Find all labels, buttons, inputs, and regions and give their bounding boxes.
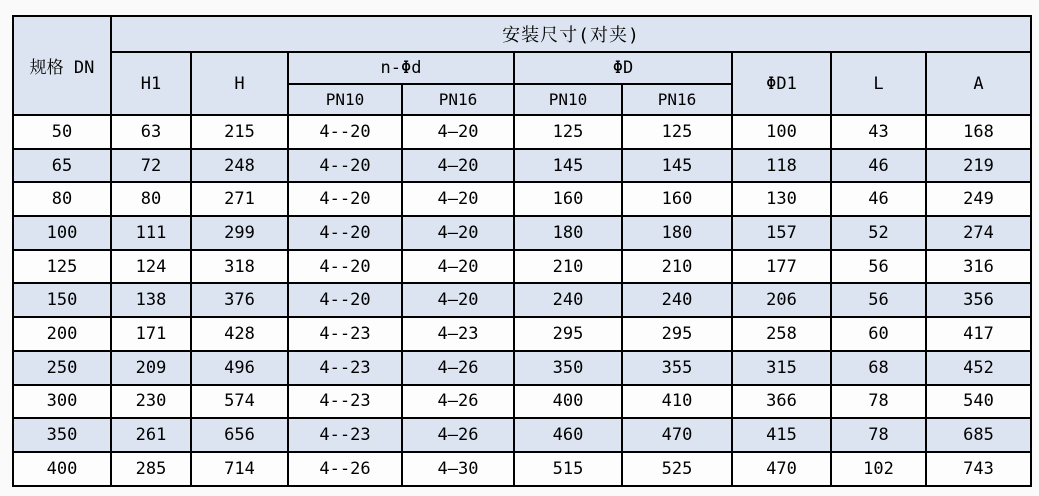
table-row-dn125 bbox=[13, 250, 1031, 284]
data-cell: 315 bbox=[732, 351, 831, 385]
data-cell: 145 bbox=[622, 149, 732, 183]
data-cell: 366 bbox=[732, 385, 831, 419]
data-cell: 4--20 bbox=[288, 115, 402, 149]
data-cell: 111 bbox=[111, 216, 191, 250]
data-cell: 295 bbox=[622, 317, 732, 351]
col-header-n-phi-d: n-Φd bbox=[288, 52, 514, 84]
data-cell: 209 bbox=[111, 351, 191, 385]
data-cell: 56 bbox=[831, 283, 926, 317]
data-cell: 100 bbox=[732, 115, 831, 149]
data-cell: 46 bbox=[831, 149, 926, 183]
data-cell: 56 bbox=[831, 250, 926, 284]
table-row-dn50 bbox=[13, 115, 1031, 149]
data-cell: 130 bbox=[732, 182, 831, 216]
corner-header-dn: 规格 DN bbox=[13, 16, 111, 115]
dn-cell: 400 bbox=[13, 452, 111, 486]
data-cell: 4—23 bbox=[402, 317, 514, 351]
data-cell: 4--20 bbox=[288, 283, 402, 317]
table-row-dn400 bbox=[13, 452, 1031, 486]
data-cell: 574 bbox=[191, 385, 288, 419]
data-cell: 171 bbox=[111, 317, 191, 351]
data-cell: 299 bbox=[191, 216, 288, 250]
dn-cell: 300 bbox=[13, 385, 111, 419]
data-cell: 4—30 bbox=[402, 452, 514, 486]
data-cell: 240 bbox=[514, 283, 622, 317]
header-row-main bbox=[13, 52, 1031, 84]
data-cell: 160 bbox=[622, 182, 732, 216]
data-cell: 219 bbox=[926, 149, 1031, 183]
data-cell: 80 bbox=[111, 182, 191, 216]
data-cell: 249 bbox=[926, 182, 1031, 216]
data-cell: 4—20 bbox=[402, 149, 514, 183]
data-cell: 515 bbox=[514, 452, 622, 486]
data-cell: 138 bbox=[111, 283, 191, 317]
data-cell: 102 bbox=[831, 452, 926, 486]
dn-cell: 200 bbox=[13, 317, 111, 351]
data-cell: 685 bbox=[926, 418, 1031, 452]
data-cell: 496 bbox=[191, 351, 288, 385]
table-row-dn150 bbox=[13, 283, 1031, 317]
data-cell: 125 bbox=[622, 115, 732, 149]
data-cell: 78 bbox=[831, 385, 926, 419]
data-cell: 124 bbox=[111, 250, 191, 284]
data-cell: 4--23 bbox=[288, 418, 402, 452]
data-cell: 4—20 bbox=[402, 115, 514, 149]
data-cell: 355 bbox=[622, 351, 732, 385]
data-cell: 4—20 bbox=[402, 216, 514, 250]
dn-cell: 125 bbox=[13, 250, 111, 284]
data-cell: 157 bbox=[732, 216, 831, 250]
data-cell: 4—20 bbox=[402, 182, 514, 216]
table-title: 安装尺寸(对夹) bbox=[111, 16, 1031, 52]
dn-cell: 150 bbox=[13, 283, 111, 317]
header-row-title bbox=[13, 16, 1031, 52]
data-cell: 4--23 bbox=[288, 317, 402, 351]
data-cell: 470 bbox=[732, 452, 831, 486]
data-cell: 410 bbox=[622, 385, 732, 419]
data-cell: 318 bbox=[191, 250, 288, 284]
col-header-h1: H1 bbox=[111, 52, 191, 115]
data-cell: 4--20 bbox=[288, 216, 402, 250]
data-cell: 72 bbox=[111, 149, 191, 183]
data-cell: 4—20 bbox=[402, 283, 514, 317]
data-cell: 43 bbox=[831, 115, 926, 149]
data-cell: 78 bbox=[831, 418, 926, 452]
dn-cell: 65 bbox=[13, 149, 111, 183]
col-header-a: A bbox=[926, 52, 1031, 115]
dn-cell: 50 bbox=[13, 115, 111, 149]
data-cell: 4—26 bbox=[402, 351, 514, 385]
subheader-npd-pn16: PN16 bbox=[402, 84, 514, 115]
dn-cell: 100 bbox=[13, 216, 111, 250]
table-row-dn350 bbox=[13, 418, 1031, 452]
table-row-dn250 bbox=[13, 351, 1031, 385]
data-cell: 180 bbox=[514, 216, 622, 250]
data-cell: 4--20 bbox=[288, 149, 402, 183]
data-cell: 258 bbox=[732, 317, 831, 351]
data-cell: 63 bbox=[111, 115, 191, 149]
data-cell: 540 bbox=[926, 385, 1031, 419]
data-cell: 417 bbox=[926, 317, 1031, 351]
dn-cell: 80 bbox=[13, 182, 111, 216]
data-cell: 4—26 bbox=[402, 385, 514, 419]
data-cell: 400 bbox=[514, 385, 622, 419]
subheader-pd-pn10: PN10 bbox=[514, 84, 622, 115]
data-cell: 376 bbox=[191, 283, 288, 317]
data-cell: 271 bbox=[191, 182, 288, 216]
data-cell: 285 bbox=[111, 452, 191, 486]
data-cell: 714 bbox=[191, 452, 288, 486]
data-cell: 4--23 bbox=[288, 385, 402, 419]
data-cell: 356 bbox=[926, 283, 1031, 317]
data-cell: 4--20 bbox=[288, 250, 402, 284]
col-header-l: L bbox=[831, 52, 926, 115]
data-cell: 60 bbox=[831, 317, 926, 351]
data-cell: 206 bbox=[732, 283, 831, 317]
data-cell: 316 bbox=[926, 250, 1031, 284]
dimension-table bbox=[12, 15, 1032, 487]
data-cell: 46 bbox=[831, 182, 926, 216]
data-cell: 743 bbox=[926, 452, 1031, 486]
data-cell: 295 bbox=[514, 317, 622, 351]
data-cell: 215 bbox=[191, 115, 288, 149]
dn-cell: 250 bbox=[13, 351, 111, 385]
data-cell: 240 bbox=[622, 283, 732, 317]
data-cell: 160 bbox=[514, 182, 622, 216]
col-header-phi-d1: ΦD1 bbox=[732, 52, 831, 115]
data-cell: 452 bbox=[926, 351, 1031, 385]
table-row-dn65 bbox=[13, 149, 1031, 183]
data-cell: 68 bbox=[831, 351, 926, 385]
data-cell: 4--26 bbox=[288, 452, 402, 486]
table-row-dn200 bbox=[13, 317, 1031, 351]
dn-cell: 350 bbox=[13, 418, 111, 452]
data-cell: 180 bbox=[622, 216, 732, 250]
data-cell: 168 bbox=[926, 115, 1031, 149]
data-cell: 261 bbox=[111, 418, 191, 452]
data-cell: 470 bbox=[622, 418, 732, 452]
col-header-phi-d: ΦD bbox=[514, 52, 732, 84]
data-cell: 4--23 bbox=[288, 351, 402, 385]
table-row-dn80 bbox=[13, 182, 1031, 216]
table-row-dn300 bbox=[13, 385, 1031, 419]
data-cell: 230 bbox=[111, 385, 191, 419]
data-cell: 118 bbox=[732, 149, 831, 183]
data-cell: 210 bbox=[514, 250, 622, 284]
data-cell: 274 bbox=[926, 216, 1031, 250]
col-header-h: H bbox=[191, 52, 288, 115]
data-cell: 145 bbox=[514, 149, 622, 183]
subheader-pd-pn16: PN16 bbox=[622, 84, 732, 115]
table-row-dn100 bbox=[13, 216, 1031, 250]
data-cell: 52 bbox=[831, 216, 926, 250]
data-cell: 656 bbox=[191, 418, 288, 452]
data-cell: 350 bbox=[514, 351, 622, 385]
data-cell: 248 bbox=[191, 149, 288, 183]
data-cell: 525 bbox=[622, 452, 732, 486]
data-cell: 4—26 bbox=[402, 418, 514, 452]
data-cell: 428 bbox=[191, 317, 288, 351]
subheader-npd-pn10: PN10 bbox=[288, 84, 402, 115]
data-cell: 4—20 bbox=[402, 250, 514, 284]
data-cell: 210 bbox=[622, 250, 732, 284]
data-cell: 125 bbox=[514, 115, 622, 149]
data-cell: 460 bbox=[514, 418, 622, 452]
data-cell: 177 bbox=[732, 250, 831, 284]
data-cell: 4--20 bbox=[288, 182, 402, 216]
data-cell: 415 bbox=[732, 418, 831, 452]
